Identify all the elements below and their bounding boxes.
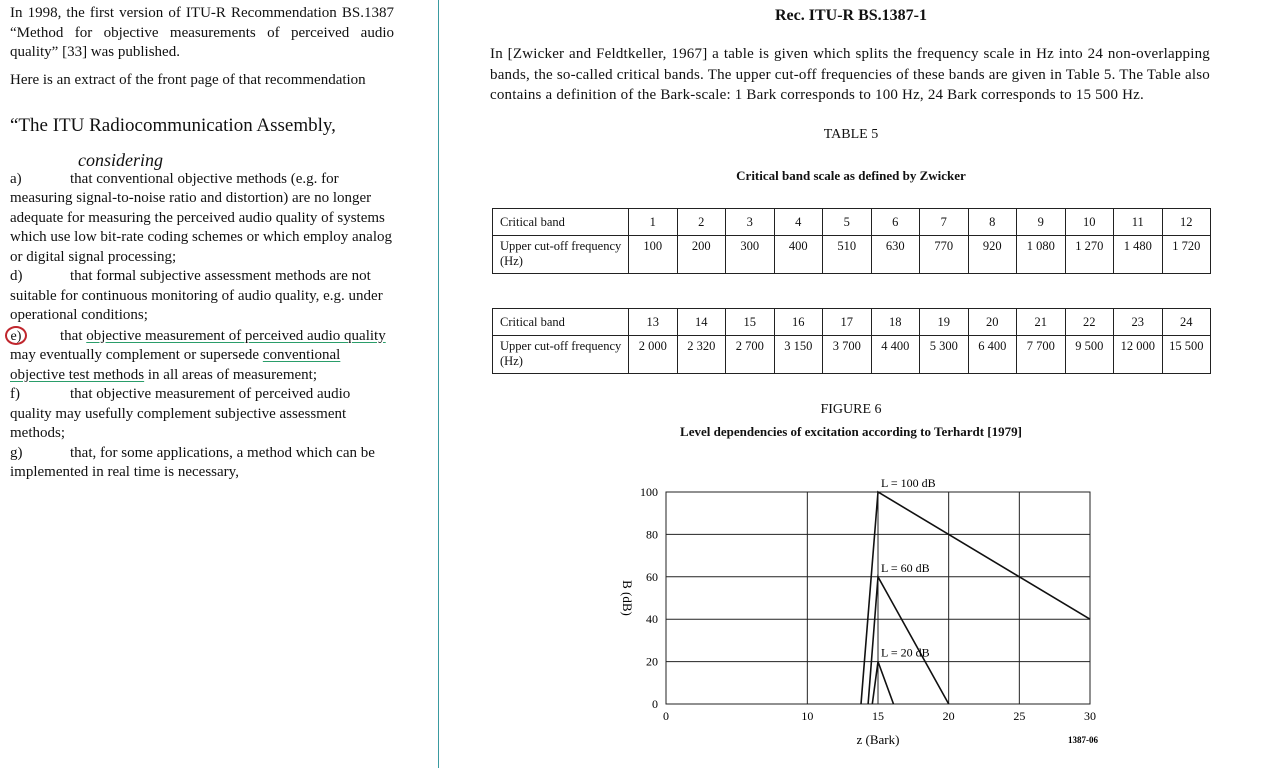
y-tick-label: 0: [652, 697, 658, 711]
band-cell: 13: [629, 309, 678, 336]
item-text: that formal subjective assessment methods are not suitable for continuous monitoring of audio quality, e.g. under operational conditions;: [10, 268, 383, 323]
freq-cell: 200: [677, 236, 726, 274]
item-text: that objective measurement of perceived audio quality may usefully complement subjective assessment methods;: [10, 386, 351, 441]
item-text-rest: in all areas of measurement;: [147, 366, 317, 383]
y-tick-label: 80: [646, 527, 658, 542]
freq-cell: 510: [823, 236, 872, 274]
series-label: L = 20 dB: [881, 645, 930, 660]
y-axis-label: B (dB): [620, 580, 635, 616]
band-cell: 10: [1065, 209, 1114, 236]
freq-cell: 1 270: [1065, 236, 1114, 274]
freq-cell: 2 700: [726, 336, 775, 374]
bark-intro-paragraph: In [Zwicker and Feldtkeller, 1967] a table is given which splits the frequency scale in Hz into 24 non-overlapping bands, the so-called critical bands. The upper cut-off frequencies of these bands are given in Table 5. The Table also contains a definition of the Bark-scale: 1 Bark corresponds to 100 Hz, 24 Bark corresponds to 15 500 Hz.: [490, 46, 1210, 103]
freq-cell: 1 480: [1114, 236, 1163, 274]
band-cell: 12: [1162, 209, 1211, 236]
band-cell: 14: [677, 309, 726, 336]
y-tick-label: 60: [646, 569, 658, 584]
band-cell: 1: [629, 209, 678, 236]
band-cell: 23: [1114, 309, 1163, 336]
freq-cell: 12 000: [1114, 336, 1163, 374]
band-cell: 9: [1017, 209, 1066, 236]
x-tick-label: 30: [1084, 709, 1096, 723]
series-label: L = 60 dB: [881, 560, 930, 575]
chart-series: [861, 476, 1090, 704]
x-tick-label: 10: [801, 709, 814, 723]
freq-cell: 15 500: [1162, 336, 1211, 374]
figure-code: 1387-06: [1068, 735, 1098, 745]
freq-cell: 920: [968, 236, 1017, 274]
figure-label: FIGURE 6: [820, 402, 882, 417]
chart-grid: [666, 492, 1090, 704]
freq-cell: 9 500: [1065, 336, 1114, 374]
figure-caption: Level dependencies of excitation according to Terhardt [1979]: [680, 424, 1022, 439]
y-tick-label: 20: [646, 654, 658, 669]
band-cell: 17: [823, 309, 872, 336]
item-label: a): [10, 170, 22, 187]
y-tick-label: 40: [646, 612, 658, 627]
x-tick-label: 25: [1013, 709, 1026, 723]
y-tick-label: 100: [640, 485, 658, 499]
item-text-mid: may eventually complement or supersede: [10, 347, 260, 363]
x-tick-label: 0: [663, 709, 669, 723]
intro-paragraph-1: In 1998, the first version of ITU-R Recommendation BS.1387 “Method for objective measurements of perceived audio quality” [33] was published.: [10, 5, 394, 60]
freq-cell: 1 080: [1017, 236, 1066, 274]
row-label: Critical band: [493, 309, 629, 336]
intro-paragraph-2: Here is an extract of the front page of that recommendation: [10, 71, 366, 88]
freq-cell: 2 320: [677, 336, 726, 374]
band-cell: 21: [1017, 309, 1066, 336]
freq-cell: 2 000: [629, 336, 678, 374]
band-cell: 15: [726, 309, 775, 336]
considering-heading: considering: [78, 149, 163, 170]
freq-cell: 770: [920, 236, 969, 274]
band-cell: 20: [968, 309, 1017, 336]
freq-cell: 3 700: [823, 336, 872, 374]
freq-cell: 3 150: [774, 336, 823, 374]
band-cell: 2: [677, 209, 726, 236]
band-cell: 6: [871, 209, 920, 236]
row-label: Upper cut-off frequency (Hz): [493, 236, 629, 274]
freq-cell: 630: [871, 236, 920, 274]
band-cell: 7: [920, 209, 969, 236]
table-label: TABLE 5: [823, 127, 879, 142]
row-label: Critical band: [493, 209, 629, 236]
recommendation-title: Rec. ITU-R BS.1387-1: [775, 7, 927, 24]
band-cell: 19: [920, 309, 969, 336]
freq-cell: 7 700: [1017, 336, 1066, 374]
band-cell: 22: [1065, 309, 1114, 336]
freq-cell: 400: [774, 236, 823, 274]
item-label: d): [10, 268, 23, 284]
highlight-2: conventional objective test methods: [10, 347, 341, 383]
x-tick-label: 20: [942, 709, 955, 723]
band-cell: 8: [968, 209, 1017, 236]
freq-cell: 300: [726, 236, 775, 274]
band-cell: 16: [774, 309, 823, 336]
band-cell: 3: [726, 209, 775, 236]
item-text: that conventional objective methods (e.g. for measuring signal-to-noise ratio and distortion) are no longer adequate for measuring the perceived audio quality of systems which use low bit-rate coding schemes or which employ analog or digital signal processing;: [10, 170, 392, 265]
series-line: [861, 492, 1090, 704]
item-text-pre: that: [60, 327, 83, 344]
item-text: that, for some applications, a method which can be implemented in real time is necessary,: [10, 444, 375, 480]
table-caption: Critical band scale as defined by Zwicker: [736, 168, 966, 183]
freq-cell: 4 400: [871, 336, 920, 374]
freq-cell: 5 300: [920, 336, 969, 374]
quote-heading: “The ITU Radiocommunication Assembly,: [10, 115, 336, 136]
freq-cell: 6 400: [968, 336, 1017, 374]
x-axis-label: z (Bark): [856, 732, 900, 747]
freq-cell: 1 720: [1162, 236, 1211, 274]
chart-ticks: [640, 485, 1096, 723]
circled-annotation: e): [5, 326, 27, 345]
band-cell: 5: [823, 209, 872, 236]
item-label: g): [10, 444, 23, 461]
series-label: L = 100 dB: [881, 476, 936, 490]
x-tick-label: 15: [872, 709, 884, 723]
freq-cell: 100: [629, 236, 678, 274]
band-cell: 4: [774, 209, 823, 236]
band-cell: 11: [1114, 209, 1163, 236]
highlight-1: objective measurement of perceived audio quality: [86, 327, 386, 344]
band-cell: 24: [1162, 309, 1211, 336]
band-cell: 18: [871, 309, 920, 336]
series-line: [868, 577, 949, 704]
item-label: f): [10, 386, 20, 402]
row-label: Upper cut-off frequency (Hz): [493, 336, 629, 374]
series-line: [872, 662, 893, 704]
